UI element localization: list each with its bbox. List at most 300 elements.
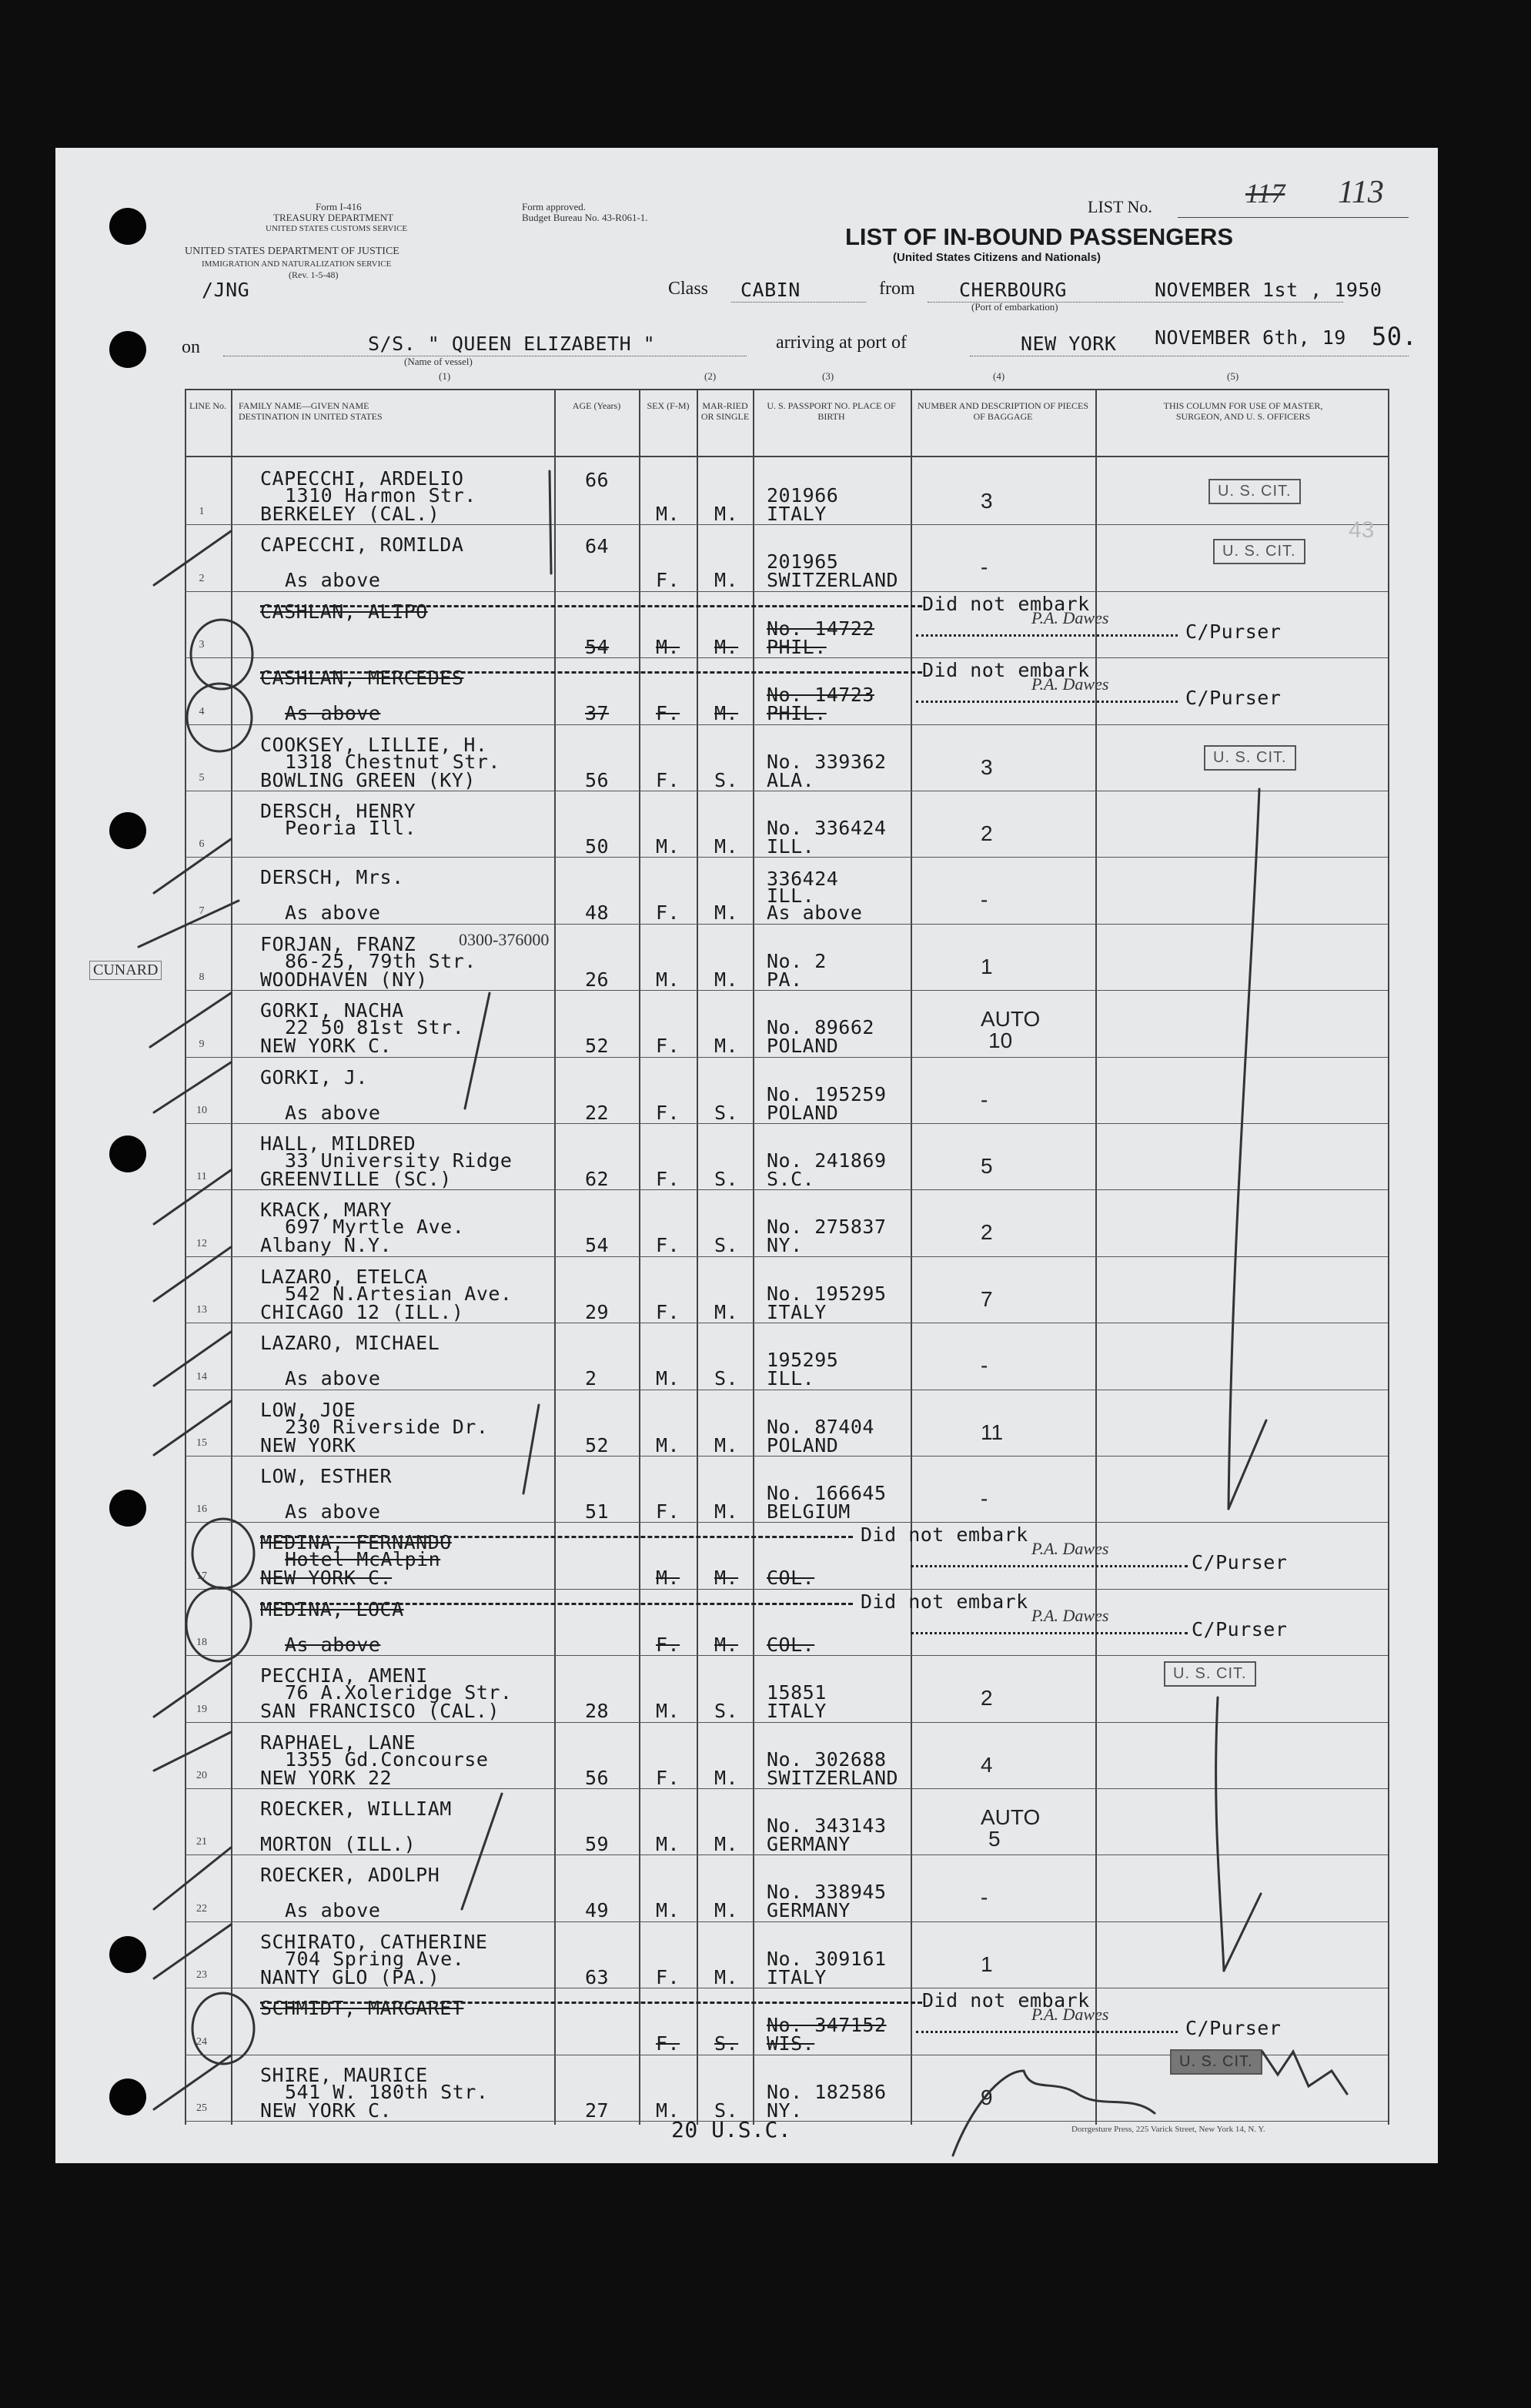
- budget-bureau: Budget Bureau No. 43-R061-1.: [522, 212, 648, 223]
- baggage-count: -: [981, 555, 988, 580]
- place-of-birth: S.C.: [767, 1168, 815, 1190]
- header-sex: SEX (F-M): [647, 400, 690, 411]
- line-number: 14: [196, 1370, 207, 1383]
- passenger-destination: As above: [285, 1633, 381, 1656]
- line-number: 23: [196, 1969, 207, 1982]
- passenger-name: ROECKER, WILLIAM: [260, 1798, 452, 1820]
- form-number: Form I-416: [316, 201, 362, 212]
- passenger-name: DERSCH, Mrs.: [260, 866, 404, 889]
- passport-number: No. 87404: [767, 1415, 874, 1438]
- passenger-destination: NANTY GLO (PA.): [260, 1965, 440, 1988]
- place-of-birth: PHIL.: [767, 702, 827, 725]
- passenger-marital: S.: [714, 1101, 739, 1124]
- line-number: 19: [196, 1703, 207, 1715]
- header-married: MAR-RIED OR SINGLE: [700, 400, 750, 422]
- passenger-name: CASHLAN, MERCEDES: [260, 667, 464, 690]
- passenger-name: MEDINA, FERNANDO: [260, 1531, 452, 1554]
- place-of-birth: SWITZERLAND: [767, 1766, 899, 1789]
- line-number: 1: [199, 506, 205, 518]
- baggage-count: 2: [981, 821, 993, 845]
- passenger-destination: NEW YORK C.: [260, 2099, 393, 2122]
- passenger-destination: NEW YORK: [260, 1433, 356, 1457]
- passport-number: No. 339362: [767, 750, 887, 773]
- passenger-age: 37: [585, 702, 610, 725]
- passport-number: No. 338945: [767, 1881, 887, 1904]
- arriving-label: arriving at port of: [776, 333, 907, 353]
- passport-number: 195295: [767, 1349, 839, 1372]
- baggage-count-2: 10: [988, 1028, 1013, 1053]
- passenger-marital: S.: [714, 2099, 739, 2122]
- passenger-sex: M.: [656, 1899, 680, 1922]
- passenger-address: Hotel McAlpin: [285, 1548, 441, 1571]
- passenger-name: CAPECCHI, ROMILDA: [260, 533, 464, 557]
- passenger-sex: M.: [656, 968, 680, 991]
- passenger-age: 27: [585, 2099, 610, 2122]
- from-label: from: [879, 279, 915, 299]
- passenger-sex: F.: [656, 1766, 680, 1789]
- baggage-count: 11: [981, 1420, 1004, 1444]
- passenger-age: 48: [585, 901, 610, 925]
- ins-service: IMMIGRATION AND NATURALIZATION SERVICE: [202, 259, 392, 269]
- us-cit-stamp: U. S. CIT.: [1204, 745, 1296, 771]
- header-age: AGE (Years): [572, 400, 621, 411]
- purser-signature: P.A. Dawes: [1031, 674, 1109, 694]
- line-number: 6: [199, 838, 205, 851]
- purser-title: C/Purser: [1192, 1551, 1288, 1574]
- form-approved: Form approved.: [522, 201, 587, 212]
- pen-stroke: [523, 1405, 539, 1493]
- baggage-count: -: [981, 1353, 988, 1378]
- line-number: 10: [196, 1105, 207, 1116]
- line-number: 5: [199, 772, 205, 784]
- baggage-count-2: 5: [988, 1827, 1001, 1851]
- passenger-marital: M.: [714, 968, 739, 991]
- passport-number: No. 14723: [767, 684, 874, 707]
- purser-signature: P.A. Dawes: [1031, 607, 1109, 627]
- passenger-sex: M.: [656, 1433, 680, 1457]
- embarkation-date: NOVEMBER 1st , 1950: [1155, 279, 1382, 301]
- passport-number: No. 89662: [767, 1016, 874, 1039]
- passenger-marital: M.: [714, 1965, 739, 1988]
- place-of-birth: WIS.: [767, 2032, 815, 2055]
- baggage-count: AUTO: [981, 1805, 1041, 1829]
- place-of-birth: ILL.: [767, 835, 815, 858]
- baggage-count: -: [981, 1885, 988, 1910]
- passenger-destination: As above: [285, 1500, 381, 1523]
- passenger-name: CASHLAN, ALIPO: [260, 600, 428, 623]
- baggage-count: 3: [981, 489, 993, 513]
- passenger-address: 1355 Gd.Concourse: [285, 1747, 489, 1771]
- passenger-address: 76 A.Xoleridge Str.: [285, 1681, 513, 1704]
- passenger-name: GORKI, NACHA: [260, 999, 404, 1022]
- pen-stroke: [465, 993, 490, 1109]
- line-number: 12: [196, 1237, 207, 1249]
- baggage-count: 2: [981, 1220, 993, 1245]
- us-cit-stamp: U. S. CIT.: [1213, 539, 1305, 564]
- purser-signature: P.A. Dawes: [1031, 1539, 1109, 1559]
- footer-statute: 20 U.S.C.: [671, 2117, 792, 2142]
- place-of-birth: ILL.: [767, 1367, 815, 1390]
- baggage-note: Did not embark: [861, 1590, 1028, 1613]
- place-of-birth: POLAND: [767, 1035, 839, 1058]
- passenger-marital: M.: [714, 1766, 739, 1789]
- passenger-name: LOW, JOE: [260, 1398, 356, 1421]
- passenger-address: 704 Spring Ave.: [285, 1947, 465, 1970]
- passenger-age: 64: [585, 535, 610, 558]
- passenger-name: FORJAN, FRANZ: [260, 932, 416, 955]
- passenger-address: 1318 Chestnut Str.: [285, 750, 500, 773]
- treasury-dept: TREASURY DEPARTMENT: [273, 212, 394, 223]
- port-caption: (Port of embarkation): [971, 301, 1058, 313]
- place-of-birth: POLAND: [767, 1101, 839, 1124]
- header-passport: U. S. PASSPORT NO. PLACE OF BIRTH: [767, 400, 896, 422]
- passenger-address: 86-25, 79th Str.: [285, 949, 476, 972]
- baggage-count: 4: [981, 1752, 993, 1777]
- pen-stroke: [462, 1794, 502, 1909]
- check-mark-line: [1216, 1697, 1224, 1971]
- passenger-marital: M.: [714, 1500, 739, 1523]
- document-title: LIST OF IN-BOUND PASSENGERS: [845, 223, 1234, 250]
- passenger-marital: M.: [714, 635, 739, 658]
- passport-number: 201966: [767, 484, 839, 507]
- place-of-birth: SWITZERLAND: [767, 569, 899, 592]
- passenger-marital: S.: [714, 1234, 739, 1257]
- place-of-birth: PA.: [767, 968, 803, 991]
- passport-number: No. 347152: [767, 2014, 887, 2037]
- passport-number: No. 14722: [767, 617, 874, 640]
- check-mark-line: [1228, 789, 1259, 1509]
- passenger-destination: SAN FRANCISCO (CAL.): [260, 1700, 500, 1723]
- passenger-sex: F.: [656, 2032, 680, 2055]
- place-of-birth: PHIL.: [767, 635, 827, 658]
- passenger-destination: As above: [285, 1899, 381, 1922]
- passenger-destination: NEW YORK C.: [260, 1035, 393, 1058]
- passenger-marital: M.: [714, 569, 739, 592]
- place-of-birth: ALA.: [767, 768, 815, 791]
- place-of-birth: ITALY: [767, 503, 827, 525]
- passenger-sex: F.: [656, 1234, 680, 1257]
- passport-number-2: ILL.: [767, 885, 815, 908]
- passenger-address: 1310 Harmon Str.: [285, 484, 476, 507]
- passenger-destination: Albany N.Y.: [260, 1234, 393, 1257]
- passenger-marital: S.: [714, 1168, 739, 1190]
- passenger-sex: F.: [656, 1965, 680, 1988]
- passport-number: No. 166645: [767, 1482, 887, 1504]
- margin-number: 43: [1349, 517, 1375, 543]
- arrival-port: NEW YORK: [1021, 333, 1117, 355]
- passenger-destination: GREENVILLE (SC.): [260, 1168, 452, 1190]
- passenger-age: 56: [585, 1766, 610, 1789]
- purser-signature: P.A. Dawes: [1031, 1605, 1109, 1625]
- passenger-age: 52: [585, 1433, 610, 1457]
- customs-service: UNITED STATES CUSTOMS SERVICE: [266, 224, 408, 233]
- place-of-birth: ITALY: [767, 1300, 827, 1323]
- passenger-name: DERSCH, HENRY: [260, 800, 416, 822]
- passenger-address: 697 Myrtle Ave.: [285, 1216, 465, 1239]
- line-number: 4: [199, 705, 205, 717]
- class-label: Class: [668, 279, 709, 299]
- passenger-destination: BOWLING GREEN (KY): [260, 768, 476, 791]
- passenger-sex: M.: [656, 2099, 680, 2122]
- line-number: 21: [196, 1836, 207, 1848]
- col-num-3: (3): [822, 370, 834, 382]
- passenger-name: COOKSEY, LILLIE, H.: [260, 733, 488, 756]
- passenger-age: 59: [585, 1833, 610, 1855]
- header-baggage: NUMBER AND DESCRIPTION OF PIECES OF BAGGAGE: [917, 400, 1089, 422]
- passenger-destination: NEW YORK 22: [260, 1766, 393, 1789]
- purser-title: C/Purser: [1185, 687, 1282, 710]
- passenger-sex: F.: [656, 1633, 680, 1656]
- passenger-sex: M.: [656, 1700, 680, 1723]
- passenger-age: 51: [585, 1500, 610, 1523]
- arrival-year: 50.: [1372, 322, 1418, 351]
- passenger-age: 29: [585, 1300, 610, 1323]
- passenger-marital: S.: [714, 2032, 739, 2055]
- passenger-name: LAZARO, ETELCA: [260, 1265, 428, 1288]
- passenger-age: 28: [585, 1700, 610, 1723]
- document-subtitle: (United States Citizens and Nationals): [893, 251, 1101, 264]
- baggage-note: Did not embark: [922, 592, 1090, 615]
- passenger-age: 26: [585, 968, 610, 991]
- line-number: 25: [196, 2102, 207, 2114]
- line-number: 22: [196, 1902, 207, 1915]
- line-number: 7: [199, 905, 205, 917]
- check-mark-tick: [1224, 1894, 1261, 1971]
- check-mark-tick: [1228, 1420, 1266, 1509]
- passenger-sex: F.: [656, 702, 680, 725]
- passenger-sex: F.: [656, 768, 680, 791]
- passport-number: No. 309161: [767, 1947, 887, 1970]
- passenger-name: LOW, ESTHER: [260, 1465, 393, 1487]
- passenger-marital: M.: [714, 835, 739, 858]
- passenger-age: 52: [585, 1035, 610, 1058]
- passport-number: No. 336424: [767, 817, 887, 839]
- vessel-caption: (Name of vessel): [404, 356, 473, 367]
- passenger-sex: F.: [656, 569, 680, 592]
- passenger-marital: M.: [714, 1035, 739, 1058]
- passport-number: 336424: [767, 868, 839, 891]
- justice-dept: UNITED STATES DEPARTMENT OF JUSTICE: [185, 246, 399, 257]
- passenger-sex: M.: [656, 635, 680, 658]
- passenger-address: 542 N.Artesian Ave.: [285, 1282, 513, 1305]
- line-number: 3: [199, 639, 205, 651]
- header-officers: THIS COLUMN FOR USE OF MASTER, SURGEON, AND U. S. OFFICERS: [1163, 400, 1323, 422]
- passenger-address: 230 Riverside Dr.: [285, 1415, 489, 1438]
- header-name: FAMILY NAME—GIVEN NAME DESTINATION IN UNITED STATES: [239, 400, 383, 422]
- line-number: 8: [199, 972, 205, 984]
- list-no-label: LIST No.: [1088, 197, 1152, 216]
- revision: (Rev. 1-5-48): [289, 269, 339, 280]
- us-cit-stamp: U. S. CIT.: [1170, 2049, 1262, 2075]
- passenger-marital: M.: [714, 1567, 739, 1590]
- passenger-sex: F.: [656, 1500, 680, 1523]
- pen-stroke: [550, 471, 551, 574]
- handwritten-annotation: 0300-376000: [459, 929, 550, 949]
- baggage-count: 2: [981, 1686, 993, 1711]
- passenger-sex: F.: [656, 1300, 680, 1323]
- passenger-marital: M.: [714, 503, 739, 525]
- passenger-marital: M.: [714, 1300, 739, 1323]
- printer-imprint: Dorrgesture Press, 225 Varick Street, New York 14, N. Y.: [1071, 2125, 1265, 2134]
- line-number: 20: [196, 1770, 207, 1781]
- passenger-marital: M.: [714, 1899, 739, 1922]
- passenger-age: 49: [585, 1899, 610, 1922]
- passenger-destination: NEW YORK C.: [260, 1567, 393, 1590]
- arrival-date: NOVEMBER 6th, 19: [1155, 326, 1346, 349]
- passport-number: No. 343143: [767, 1814, 887, 1837]
- place-of-birth: COL.: [767, 1567, 815, 1590]
- passenger-name: RAPHAEL, LANE: [260, 1731, 416, 1754]
- baggage-count: 3: [981, 754, 993, 779]
- passenger-name: SCHMIDT, MARGARET: [260, 1997, 464, 2020]
- passenger-name: HALL, MILDRED: [260, 1132, 416, 1155]
- passenger-destination: CHICAGO 12 (ILL.): [260, 1300, 464, 1323]
- passenger-destination: As above: [285, 1101, 381, 1124]
- margin-note-cunard: CUNARD: [89, 961, 162, 980]
- passenger-age: 54: [585, 1234, 610, 1257]
- us-cit-stamp: U. S. CIT.: [1208, 479, 1301, 504]
- baggage-count: -: [981, 1487, 988, 1510]
- line-number: 9: [199, 1038, 205, 1050]
- passport-number: No. 302688: [767, 1747, 887, 1771]
- passport-number: 15851: [767, 1681, 827, 1704]
- baggage-note: Did not embark: [861, 1523, 1028, 1547]
- line-number: 11: [196, 1171, 207, 1183]
- passenger-destination: As above: [285, 901, 381, 925]
- clerk-initials: /JNG: [202, 279, 250, 301]
- passenger-address: 541 W. 180th Str.: [285, 2080, 489, 2103]
- baggage-note: Did not embark: [922, 659, 1090, 682]
- place-of-birth: NY.: [767, 2099, 803, 2122]
- baggage-note: Did not embark: [922, 1989, 1090, 2012]
- col-num-1: (1): [439, 370, 451, 382]
- line-number: 17: [196, 1570, 207, 1582]
- passenger-destination: As above: [285, 1367, 381, 1390]
- port-of-embarkation: CHERBOURG: [959, 279, 1067, 301]
- passenger-marital: S.: [714, 768, 739, 791]
- place-of-birth: As above: [767, 901, 863, 925]
- place-of-birth: NY.: [767, 1234, 803, 1257]
- passenger-destination: As above: [285, 569, 381, 592]
- passenger-name: GORKI, J.: [260, 1065, 368, 1089]
- passenger-sex: M.: [656, 1833, 680, 1855]
- passenger-marital: M.: [714, 1633, 739, 1656]
- purser-title: C/Purser: [1192, 1617, 1288, 1640]
- baggage-count: AUTO: [981, 1007, 1041, 1032]
- passenger-sex: M.: [656, 1567, 680, 1590]
- passenger-age: 22: [585, 1101, 610, 1124]
- passport-number: No. 195259: [767, 1082, 887, 1105]
- baggage-count: 9: [981, 2085, 993, 2109]
- passenger-sex: F.: [656, 1101, 680, 1124]
- line-number: 15: [196, 1437, 207, 1449]
- baggage-count: 1: [981, 954, 993, 978]
- passenger-address: 22 50 81st Str.: [285, 1016, 465, 1039]
- passenger-age: 56: [585, 768, 610, 791]
- baggage-count: 1: [981, 1951, 993, 1976]
- passport-number: No. 182586: [767, 2080, 887, 2103]
- passport-number: No. 241869: [767, 1149, 887, 1172]
- passenger-marital: M.: [714, 702, 739, 725]
- passenger-name: CAPECCHI, ARDELIO: [260, 467, 464, 490]
- passenger-sex: M.: [656, 835, 680, 858]
- purser-title: C/Purser: [1185, 620, 1282, 643]
- line-number: 16: [196, 1503, 207, 1516]
- passenger-name: LAZARO, MICHAEL: [260, 1332, 440, 1355]
- place-of-birth: POLAND: [767, 1433, 839, 1457]
- passenger-sex: F.: [656, 1035, 680, 1058]
- passenger-destination: WOODHAVEN (NY): [260, 968, 428, 991]
- passenger-destination: As above: [285, 702, 381, 725]
- line-number: 18: [196, 1637, 207, 1649]
- passenger-sex: M.: [656, 1367, 680, 1390]
- passenger-sex: M.: [656, 503, 680, 525]
- passenger-age: 62: [585, 1168, 610, 1190]
- baggage-count: -: [981, 1087, 988, 1112]
- vessel-name: S/S. " QUEEN ELIZABETH ": [368, 333, 656, 355]
- passenger-sex: F.: [656, 1168, 680, 1190]
- col-num-2: (2): [704, 370, 717, 382]
- passenger-marital: M.: [714, 1433, 739, 1457]
- passenger-destination: MORTON (ILL.): [260, 1833, 416, 1855]
- us-cit-stamp: U. S. CIT.: [1164, 1661, 1256, 1687]
- passenger-age: 66: [585, 469, 610, 491]
- passenger-sex: F.: [656, 901, 680, 925]
- passenger-name: SHIRE, MAURICE: [260, 2063, 428, 2086]
- passenger-age: 2: [585, 1367, 597, 1390]
- class-value: CABIN: [740, 279, 801, 301]
- passenger-name: SCHIRATO, CATHERINE: [260, 1930, 488, 1953]
- place-of-birth: ITALY: [767, 1965, 827, 1988]
- on-label: on: [182, 337, 200, 357]
- line-number: 2: [199, 572, 205, 584]
- passenger-destination: BERKELEY (CAL.): [260, 503, 440, 525]
- col-num-5: (5): [1227, 370, 1239, 382]
- col-num-4: (4): [993, 370, 1005, 382]
- passport-number: 201965: [767, 550, 839, 574]
- passenger-address: 33 University Ridge: [285, 1149, 513, 1172]
- baggage-count: 7: [981, 1286, 993, 1311]
- passenger-marital: S.: [714, 1700, 739, 1723]
- passenger-name: MEDINA, LOCA: [260, 1597, 404, 1620]
- passenger-age: 63: [585, 1965, 610, 1988]
- passenger-name: KRACK, MARY: [260, 1199, 393, 1222]
- place-of-birth: GERMANY: [767, 1833, 851, 1855]
- officer-signature: [953, 2071, 1155, 2155]
- passenger-marital: S.: [714, 1367, 739, 1390]
- place-of-birth: BELGIUM: [767, 1500, 851, 1523]
- passenger-age: 54: [585, 635, 610, 658]
- header-line-no: LINE No.: [189, 400, 226, 411]
- passenger-marital: M.: [714, 1833, 739, 1855]
- passport-number: No. 275837: [767, 1216, 887, 1239]
- list-no-struck: 117: [1245, 178, 1285, 209]
- passenger-age: 50: [585, 835, 610, 858]
- passenger-marital: M.: [714, 901, 739, 925]
- place-of-birth: GERMANY: [767, 1899, 851, 1922]
- baggage-count: 5: [981, 1154, 993, 1178]
- passport-number: No. 195295: [767, 1282, 887, 1305]
- passenger-name: PECCHIA, AMENI: [260, 1664, 428, 1687]
- line-number: 13: [196, 1304, 207, 1316]
- purser-signature: P.A. Dawes: [1031, 2005, 1109, 2025]
- place-of-birth: COL.: [767, 1633, 815, 1656]
- place-of-birth: ITALY: [767, 1700, 827, 1723]
- list-no-value: 113: [1338, 175, 1384, 210]
- passenger-name: ROECKER, ADOLPH: [260, 1864, 440, 1887]
- baggage-count: -: [981, 888, 988, 912]
- passenger-address: Peoria Ill.: [285, 817, 417, 839]
